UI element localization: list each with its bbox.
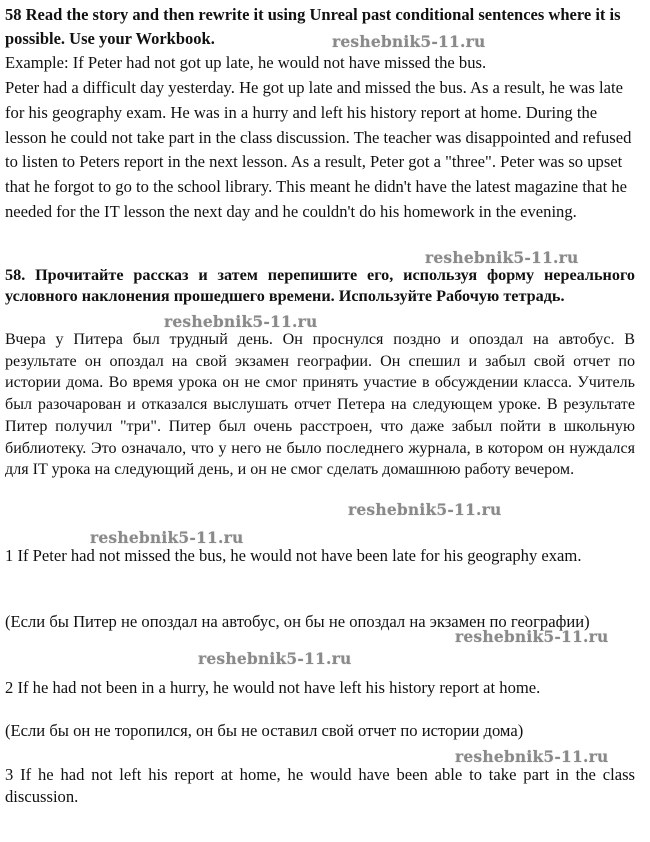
story-text-ru: Вчера у Питера был трудный день. Он проснулся поздно и опоздал на автобус. В результате он опоздал на свой экзамен географии. Он спешил и забыл свой отчет по истории дома. Во время урока он не смог принять участие в обсуждении класса. Учитель был разочарован и отказался выслушать отчет Петера на следующем уроке. В результате Питер получил "три". Питер был очень расстроен, что даже забыл пойти в школьную библиотеку. Это означало, что у него не было последнего журнала, в котором он нуждался для IT урока на следующий день, и он не смог сделать домашнюю работу вечером. xyxy=(5,331,635,479)
exercise-heading-en: 58 Read the story and then rewrite it using Unreal past conditional sentences where it is possible. Use your Workbook. xyxy=(5,5,621,48)
watermark: reshebnik5-11.ru xyxy=(455,747,609,766)
watermark: reshebnik5-11.ru xyxy=(425,248,579,267)
watermark: reshebnik5-11.ru xyxy=(164,312,318,331)
watermark: reshebnik5-11.ru xyxy=(348,500,502,519)
watermark: reshebnik5-11.ru xyxy=(198,649,352,668)
example-sentence: Example: If Peter had not got up late, he would not have missed the bus. xyxy=(5,53,487,72)
answer-2-translation: (Если бы он не торопился, он бы не оставил свой отчет по истории дома) xyxy=(5,721,524,740)
story-text-en: Peter had a difficult day yesterday. He got up late and missed the bus. As a result, he was late for his geography exam. He was in a hurry and left his history report at home. During the lesson he could not take part in the class discussion. The teacher was disappointed and refused to listen to Peters report in the next lesson. As a result, Peter got a "three". Peter was so upset that he forgot to go to the school library. This meant he didn't have the latest magazine that he needed for the IT lesson the next day and he couldn't do his homework in the evening. xyxy=(5,78,632,221)
exercise-heading-ru: 58. Прочитайте рассказ и затем перепишите его, используя форму нереального условного наклонения прошедшего времени. Используйте Рабочую тетрадь. xyxy=(5,266,635,305)
watermark: reshebnik5-11.ru xyxy=(455,627,609,646)
watermark: reshebnik5-11.ru xyxy=(90,528,244,547)
answer-1: 1 If Peter had not missed the bus, he would not have been late for his geography exam. xyxy=(5,546,582,565)
answer-2: 2 If he had not been in a hurry, he would not have left his history report at home. xyxy=(5,678,541,697)
answer-3: 3 If he had not left his report at home, he would have been able to take part in the class discussion. xyxy=(5,765,635,806)
watermark: reshebnik5-11.ru xyxy=(332,32,486,51)
answer-1-translation: (Если бы Питер не опоздал на автобус, он бы не опоздал на экзамен по географии) xyxy=(5,612,590,631)
